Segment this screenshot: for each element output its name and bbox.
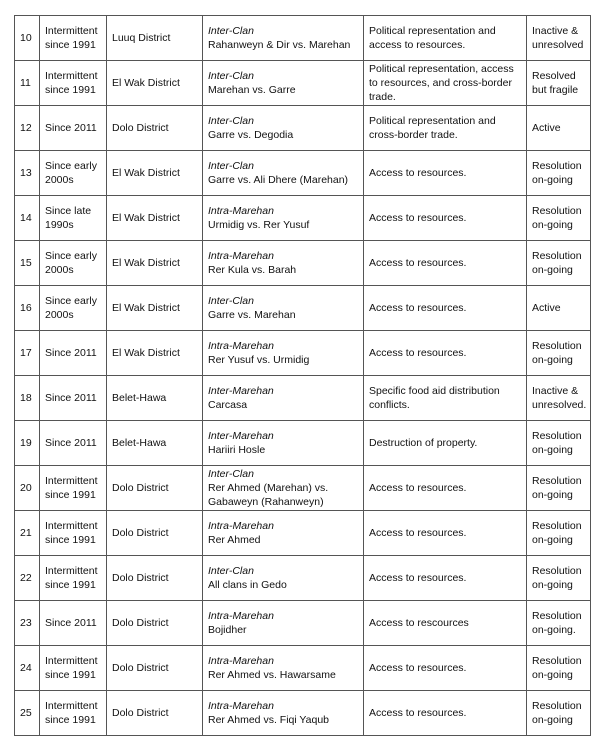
table-row bbox=[15, 196, 591, 241]
conflict-location: Luuq District bbox=[107, 16, 203, 61]
table-row bbox=[15, 286, 591, 331]
conflict-parties-cell bbox=[203, 466, 364, 511]
conflict-parties: Garre vs. Marehan bbox=[208, 309, 296, 321]
conflict-period: Since 2011 bbox=[40, 376, 107, 421]
conflict-status: Resolution on-going bbox=[527, 241, 591, 286]
conflict-parties-cell bbox=[203, 151, 364, 196]
conflict-parties: Urmidig vs. Rer Yusuf bbox=[208, 219, 310, 231]
row-number: 17 bbox=[15, 331, 40, 376]
conflict-location: El Wak District bbox=[107, 61, 203, 106]
conflict-parties-cell bbox=[203, 556, 364, 601]
table-row bbox=[15, 691, 591, 736]
table-row bbox=[15, 466, 591, 511]
table-row bbox=[15, 556, 591, 601]
conflict-cause: Access to resources. bbox=[364, 646, 527, 691]
conflict-period: Intermittent since 1991 bbox=[40, 691, 107, 736]
conflict-period: Since 2011 bbox=[40, 331, 107, 376]
conflict-location: Dolo District bbox=[107, 106, 203, 151]
conflict-parties-cell bbox=[203, 16, 364, 61]
row-number: 15 bbox=[15, 241, 40, 286]
conflict-parties-cell bbox=[203, 376, 364, 421]
conflict-status: Resolution on-going. bbox=[527, 601, 591, 646]
conflict-type: Inter-Clan bbox=[208, 160, 254, 172]
conflict-period: Intermittent since 1991 bbox=[40, 556, 107, 601]
conflict-location: El Wak District bbox=[107, 286, 203, 331]
conflict-type: Intra-Marehan bbox=[208, 520, 274, 532]
conflict-location: Dolo District bbox=[107, 691, 203, 736]
conflict-parties-cell bbox=[203, 691, 364, 736]
conflict-cause: Political representation, access to resources, and cross-border trade. bbox=[364, 61, 527, 106]
conflict-type: Inter-Clan bbox=[208, 468, 254, 480]
conflict-cause: Destruction of property. bbox=[364, 421, 527, 466]
conflict-status: Resolution on-going bbox=[527, 421, 591, 466]
conflict-cause: Access to resources. bbox=[364, 151, 527, 196]
conflict-parties-cell bbox=[203, 106, 364, 151]
conflict-status: Resolution on-going bbox=[527, 556, 591, 601]
conflict-status: Resolution on-going bbox=[527, 196, 591, 241]
table-row bbox=[15, 331, 591, 376]
conflict-location: El Wak District bbox=[107, 196, 203, 241]
conflict-status: Resolution on-going bbox=[527, 466, 591, 511]
conflict-parties-cell bbox=[203, 331, 364, 376]
conflict-parties: Rer Ahmed vs. Fiqi Yaqub bbox=[208, 714, 330, 726]
conflict-parties: Rahanweyn & Dir vs. Marehan bbox=[208, 39, 351, 51]
conflict-parties: Rer Ahmed vs. Hawarsame bbox=[208, 669, 336, 681]
row-number: 18 bbox=[15, 376, 40, 421]
conflict-period: Since late 1990s bbox=[40, 196, 107, 241]
conflict-type: Inter-Clan bbox=[208, 295, 254, 307]
table-row bbox=[15, 511, 591, 556]
row-number: 23 bbox=[15, 601, 40, 646]
conflict-status: Resolution on-going bbox=[527, 646, 591, 691]
row-number: 16 bbox=[15, 286, 40, 331]
conflict-period: Since 2011 bbox=[40, 421, 107, 466]
conflict-type: Inter-Marehan bbox=[208, 430, 274, 442]
conflict-period: Intermittent since 1991 bbox=[40, 466, 107, 511]
conflict-period: Since 2011 bbox=[40, 601, 107, 646]
conflict-type: Intra-Marehan bbox=[208, 250, 274, 262]
table-row bbox=[15, 106, 591, 151]
table-row bbox=[15, 241, 591, 286]
row-number: 22 bbox=[15, 556, 40, 601]
conflict-period: Since early 2000s bbox=[40, 286, 107, 331]
conflict-location: Belet-Hawa bbox=[107, 421, 203, 466]
table-row bbox=[15, 601, 591, 646]
conflict-cause: Political representation and access to resources. bbox=[364, 16, 527, 61]
table-row bbox=[15, 151, 591, 196]
conflict-parties-cell bbox=[203, 601, 364, 646]
row-number: 10 bbox=[15, 16, 40, 61]
row-number: 21 bbox=[15, 511, 40, 556]
table-row bbox=[15, 646, 591, 691]
conflict-period: Intermittent since 1991 bbox=[40, 16, 107, 61]
conflict-location: Dolo District bbox=[107, 511, 203, 556]
conflict-parties: Garre vs. Degodia bbox=[208, 129, 294, 141]
conflict-type: Intra-Marehan bbox=[208, 205, 274, 217]
conflict-cause: Political representation and cross-border trade. bbox=[364, 106, 527, 151]
conflict-type: Intra-Marehan bbox=[208, 655, 274, 667]
conflict-status: Inactive & unresolved bbox=[527, 16, 591, 61]
conflict-parties: Rer Ahmed bbox=[208, 534, 261, 546]
conflict-type: Inter-Marehan bbox=[208, 385, 274, 397]
conflict-parties-cell bbox=[203, 241, 364, 286]
conflict-status: Inactive & unresolved. bbox=[527, 376, 591, 421]
conflict-cause: Access to resources. bbox=[364, 196, 527, 241]
conflict-period: Since early 2000s bbox=[40, 241, 107, 286]
conflict-type: Intra-Marehan bbox=[208, 610, 274, 622]
row-number: 13 bbox=[15, 151, 40, 196]
table-row bbox=[15, 16, 591, 61]
conflict-parties-cell bbox=[203, 196, 364, 241]
conflict-cause: Access to resources. bbox=[364, 286, 527, 331]
row-number: 19 bbox=[15, 421, 40, 466]
row-number: 12 bbox=[15, 106, 40, 151]
conflict-type: Inter-Clan bbox=[208, 115, 254, 127]
conflict-period: Since early 2000s bbox=[40, 151, 107, 196]
conflict-period: Intermittent since 1991 bbox=[40, 511, 107, 556]
conflict-location: Dolo District bbox=[107, 466, 203, 511]
conflict-location: Dolo District bbox=[107, 556, 203, 601]
conflict-location: El Wak District bbox=[107, 151, 203, 196]
conflict-parties: Rer Kula vs. Barah bbox=[208, 264, 297, 276]
conflict-status: Resolution on-going bbox=[527, 691, 591, 736]
conflict-status: Resolution on-going bbox=[527, 151, 591, 196]
conflict-parties: Marehan vs. Garre bbox=[208, 84, 296, 96]
conflict-parties: Rer Ahmed (Marehan) vs. Gabaweyn (Rahanweyn) bbox=[208, 482, 329, 508]
conflict-parties-cell bbox=[203, 286, 364, 331]
conflict-parties: Carcasa bbox=[208, 399, 248, 411]
table-row bbox=[15, 61, 591, 106]
conflict-status: Active bbox=[527, 106, 591, 151]
conflict-type: Intra-Marehan bbox=[208, 700, 274, 712]
conflict-status: Resolution on-going bbox=[527, 331, 591, 376]
conflict-table-body bbox=[15, 16, 591, 736]
conflict-parties-cell bbox=[203, 61, 364, 106]
conflict-period: Intermittent since 1991 bbox=[40, 646, 107, 691]
conflict-type: Inter-Clan bbox=[208, 25, 254, 37]
conflict-parties: Garre vs. Ali Dhere (Marehan) bbox=[208, 174, 349, 186]
conflict-cause: Specific food aid distribution conflicts. bbox=[364, 376, 527, 421]
table-row bbox=[15, 421, 591, 466]
conflict-location: Dolo District bbox=[107, 601, 203, 646]
conflict-location: El Wak District bbox=[107, 331, 203, 376]
row-number: 14 bbox=[15, 196, 40, 241]
conflict-type: Inter-Clan bbox=[208, 565, 254, 577]
row-number: 11 bbox=[15, 61, 40, 106]
conflict-cause: Access to resources. bbox=[364, 691, 527, 736]
conflict-location: Dolo District bbox=[107, 646, 203, 691]
conflict-parties-cell bbox=[203, 421, 364, 466]
conflict-cause: Access to resources. bbox=[364, 511, 527, 556]
conflict-parties-cell bbox=[203, 646, 364, 691]
conflict-parties: Rer Yusuf vs. Urmidig bbox=[208, 354, 310, 366]
conflict-parties-cell bbox=[203, 511, 364, 556]
conflict-parties: Bojidher bbox=[208, 624, 247, 636]
conflict-cause: Access to resources. bbox=[364, 331, 527, 376]
row-number: 24 bbox=[15, 646, 40, 691]
conflict-location: Belet-Hawa bbox=[107, 376, 203, 421]
table-row bbox=[15, 376, 591, 421]
conflict-cause: Access to resources. bbox=[364, 466, 527, 511]
conflict-cause: Access to resources. bbox=[364, 241, 527, 286]
conflict-parties: Hariiri Hosle bbox=[208, 444, 266, 456]
conflict-status: Resolution on-going bbox=[527, 511, 591, 556]
row-number: 20 bbox=[15, 466, 40, 511]
conflict-period: Since 2011 bbox=[40, 106, 107, 151]
conflict-location: El Wak District bbox=[107, 241, 203, 286]
conflict-cause: Access to rescources bbox=[364, 601, 527, 646]
conflict-type: Intra-Marehan bbox=[208, 340, 274, 352]
conflict-table bbox=[14, 15, 591, 736]
conflict-parties: All clans in Gedo bbox=[208, 579, 287, 591]
conflict-status: Resolved but fragile bbox=[527, 61, 591, 106]
conflict-status: Active bbox=[527, 286, 591, 331]
row-number: 25 bbox=[15, 691, 40, 736]
conflict-type: Inter-Clan bbox=[208, 70, 254, 82]
conflict-cause: Access to resources. bbox=[364, 556, 527, 601]
conflict-period: Intermittent since 1991 bbox=[40, 61, 107, 106]
